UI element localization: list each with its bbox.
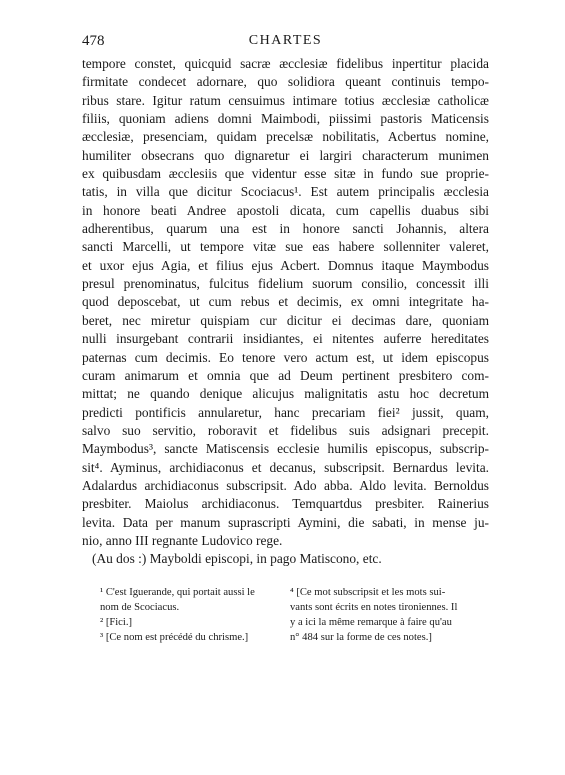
footnote-line: ⁴ [Ce mot subscripsit et les mots sui-: [290, 587, 446, 598]
text-line: presbiter. Maiolus archidiaconus. Temquartdus presbiter. Rainerius: [82, 496, 489, 512]
text-line: firmitate condecet adornare, quo solidiora queant continuis tempo-: [82, 74, 489, 90]
footnotes-right-column: [290, 586, 490, 646]
text-line: adherentibus, quarum una est in honore sancti Johannis, altera: [82, 221, 489, 237]
footnote-line: n° 484 sur la forme de ces notes.]: [290, 631, 432, 643]
footnote-line: ³ [Ce nom est précédé du chrisme.]: [100, 631, 249, 643]
text-line: Maymbodus³, sancte Matiscensis ecclesie humilis episcopus, subscrip-: [82, 441, 489, 457]
footnote-line: nom de Scociacus.: [100, 601, 180, 613]
text-line: tempore constet, quicquid sacræ æcclesiæ fidelibus inpertitur placida: [82, 56, 489, 71]
text-line: paternas cum decimis. Eo tenore vero actum est, ut idem episcopus: [82, 349, 489, 365]
text-line: humiliter obsecrans quo dignaretur ei largiri characterum munimen: [82, 147, 489, 163]
text-line: curam animarum et omnia que ad Deum pertinent presbitero com-: [82, 367, 489, 383]
footnotes-left-column: [100, 586, 282, 646]
text-line: filiis, quoniam adiens domni Maimbodi, piissimi pastoris Maticensis: [82, 111, 489, 127]
footnote-line: ¹ C'est Iguerande, qui portait aussi le: [100, 587, 255, 598]
text-line: tatis, in villa que dicitur Scociacus¹. Est autem principalis æcclesia: [82, 184, 489, 200]
text-line: mittat; ne quando denique alicujus malignitatis astu hoc decretum: [82, 386, 489, 402]
text-line: ribus stare. Igitur ratum censuimus intimare totius æcclesiæ catholicæ: [82, 92, 489, 108]
text-line: sit⁴. Ayminus, archidiaconus et decanus, subscripsit. Bernardus levita.: [82, 459, 489, 475]
text-line: sancti Marcelli, ut tempore vitæ sue eas habere sollenniter valeret,: [82, 239, 489, 255]
text-line: ex quibusdam æcclesiis que videntur esse sitæ in fundo sue proprie-: [82, 166, 489, 182]
text-line: æcclesiæ, presenciam, quidam precelsæ nobilitatis, Acbertus nomine,: [82, 129, 489, 145]
text-line: nio, anno III regnante Ludovico rege.: [82, 532, 283, 548]
text-line: et uxor ejus Agia, et filius ejus Acbert. Domnus itaque Maymbodus: [82, 257, 489, 273]
footnote-line: ² [Fici.]: [100, 616, 133, 628]
text-line: levita. Data per manum suprascripti Aymini, die sabati, in mense ju-: [82, 514, 489, 530]
text-line: salvo suo servitio, roboravit et fidelibus suis adsignari precepit.: [82, 422, 489, 438]
footnote-line: vants sont écrits en notes tironiennes. Il: [290, 601, 458, 613]
text-line: in honore beati Andree apostoli dicata, cum capellis duabus sibi: [82, 202, 489, 218]
dorsal-note: (Au dos :) Mayboldi episcopi, in pago Matiscono, etc.: [92, 551, 382, 567]
text-line: beret, nec miretur quispiam cur dicitur ei decimas dare, quoniam: [82, 312, 489, 328]
text-line: predicti pontificis annularetur, hanc precariam fiei² jussit, quam,: [82, 404, 489, 420]
text-line: presul prenominatus, fulcitus fidelium suorum consilio, concessit illi: [82, 276, 489, 292]
text-line: quod deposcebat, ut cum rebus et decimis, ex omni integritate ha-: [82, 294, 489, 310]
text-line: Adalardus archidiaconus subscripsit. Ado abba. Aldo levita. Bernoldus: [82, 477, 489, 493]
running-title: CHARTES: [248, 33, 323, 48]
page-header: [82, 33, 489, 53]
text-line: nulli insurgebant contrarii insidiantes, ei nitentes auferre hereditates: [82, 331, 489, 347]
charter-text: [82, 55, 489, 569]
page-number: 478: [82, 33, 105, 49]
footnote-line: y a ici la même remarque à faire qu'au: [290, 616, 452, 628]
